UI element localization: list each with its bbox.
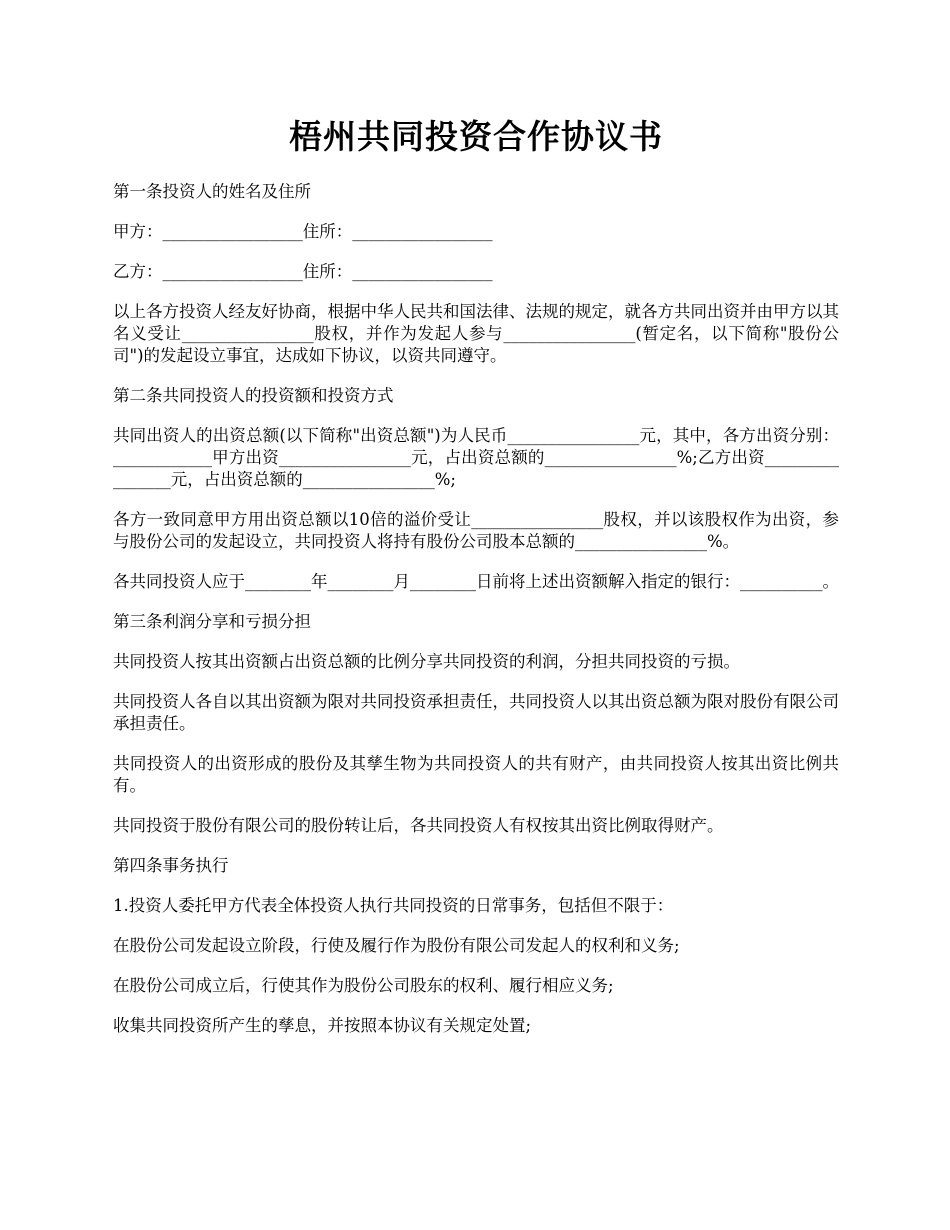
article-4-heading: 第四条事务执行 [113,856,229,875]
article-3-heading: 第三条利润分享和亏损分担 [113,612,311,631]
delegation-paragraph: 1.投资人委托甲方代表全体投资人执行共同投资的日常事务，包括但不限于： [113,896,674,915]
investment-amount-paragraph: 共同出资人的出资总额(以下简称"出资总额")为人民币________________元，其中，各方出资分别：____________甲方出资________________元，占出资总额的________________%;乙方出资________________元，占出资总额的________________%; [113,426,839,489]
article-1-heading: 第一条投资人的姓名及住所 [113,182,311,201]
document-page [113,0,839,1037]
deposit-deadline-paragraph: 各共同投资人应于________年________月________日前将上述出资额解入指定的银行：__________。 [113,572,839,591]
post-establishment-paragraph: 在股份公司成立后，行使其作为股份公司股东的权利、履行相应义务; [113,976,614,995]
article-2-heading: 第二条共同投资人的投资额和投资方式 [113,386,394,405]
document-title: 梧州共同投资合作协议书 [289,117,663,156]
party-b-line: 乙方：_________________住所：_________________ [113,262,493,281]
share-transfer-paragraph: 共同投资于股份有限公司的股份转让后，各共同投资人有权按其出资比例取得财产。 [113,816,724,835]
joint-property-paragraph: 共同投资人的出资形成的股份及其孳生物为共同投资人的共有财产，由共同投资人按其出资比例共有。 [113,754,839,795]
liability-paragraph: 共同投资人各自以其出资额为限对共同投资承担责任，共同投资人以其出资总额为限对股份有限公司承担责任。 [113,692,839,733]
profit-sharing-paragraph: 共同投资人按其出资额占出资总额的比例分享共同投资的利润，分担共同投资的亏损。 [113,652,740,671]
preamble-paragraph: 以上各方投资人经友好协商，根据中华人民共和国法律、法规的规定，就各方共同出资并由甲方以其名义受让________________股权，并作为发起人参与________________(暂定名，以下简称"股份公司")的发起设立事宜，达成如下协议，以资共同遵守。 [113,302,839,365]
founding-stage-paragraph: 在股份公司发起设立阶段，行使及履行作为股份有限公司发起人的权利和义务; [113,936,680,955]
premium-transfer-paragraph: 各方一致同意甲方用出资总额以10倍的溢价受让________________股权，并以该股权作为出资，参与股份公司的发起设立，共同投资人将持有股份公司股本总额的________________%。 [113,510,839,551]
yield-collection-paragraph: 收集共同投资所产生的孳息，并按照本协议有关规定处置; [113,1016,532,1035]
party-a-line: 甲方：_________________住所：_________________ [113,222,493,241]
